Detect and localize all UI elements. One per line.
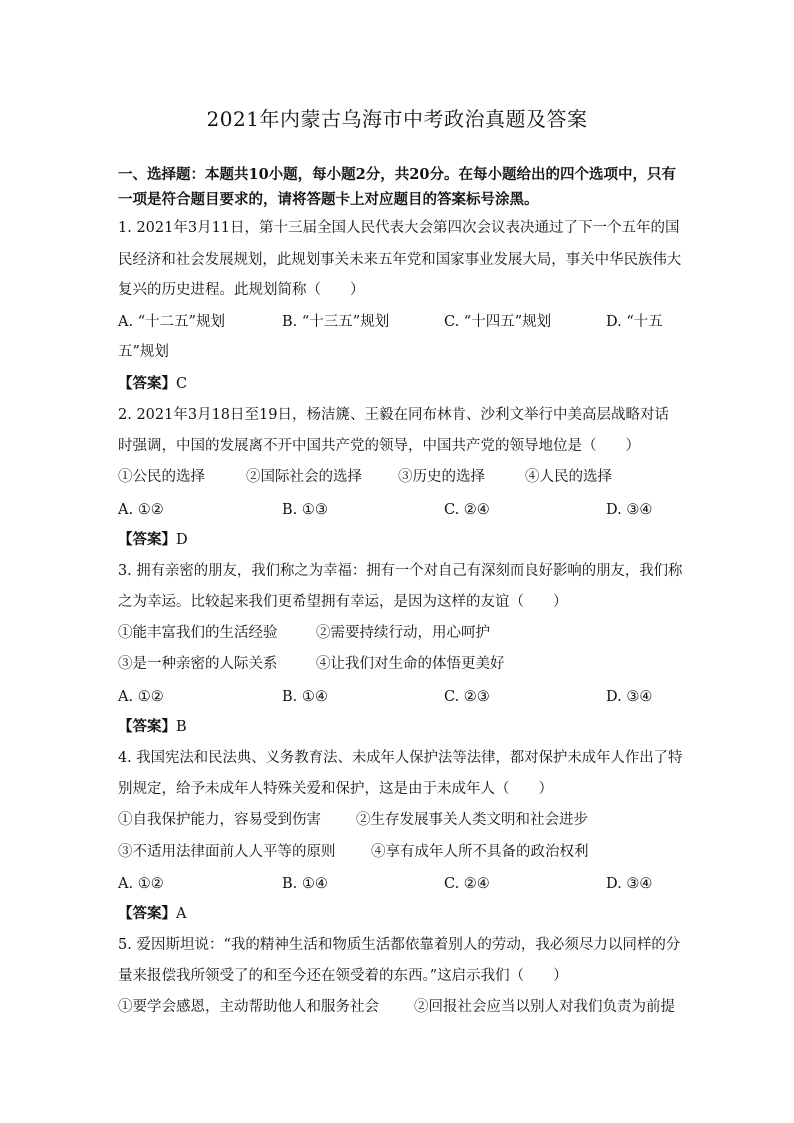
q4-choice-c: C. ②④: [444, 876, 490, 892]
answer-label: 【答案】: [118, 718, 176, 735]
section-header-line-2: 一项是符合题目要求的，请将答题卡上对应题目的答案标号涂黑。: [118, 191, 539, 208]
q3-choice-b: B. ①④: [282, 689, 328, 705]
question-5-line-2: 量来报偿我所领受了的和至今还在领受着的东西。”这启示我们（ ）: [118, 968, 568, 984]
q5-statement-1: ①要学会感恩，主动帮助他人和服务社会: [118, 999, 379, 1015]
q2-choice-c: C. ②④: [444, 502, 490, 518]
q5-statement-2: ②回报社会应当以别人对我们负责为前提: [414, 999, 675, 1015]
q3-choice-a: A. ①②: [118, 689, 164, 705]
page-title: 2021年内蒙古乌海市中考政治真题及答案: [206, 107, 588, 131]
question-1-line-3: 复兴的历史进程。此规划简称（ ）: [118, 282, 365, 298]
q4-choice-b: B. ①④: [282, 876, 328, 892]
q4-statement-2: ②生存发展事关人类文明和社会进步: [356, 812, 588, 828]
q1-choice-c: C. “十四五”规划: [444, 314, 552, 330]
question-1-line-2: 民经济和社会发展规划，此规划事关未来五年党和国家事业发展大局，事关中华民族伟大: [118, 252, 682, 268]
answer-value: D: [176, 532, 188, 548]
q1-choice-a: A. “十二五”规划: [118, 314, 226, 330]
q2-answer: [118, 530, 188, 550]
q3-choice-d: D. ③④: [606, 689, 653, 705]
q2-statement-4: ④人民的选择: [525, 469, 612, 485]
answer-label: 【答案】: [118, 375, 176, 392]
q1-answer: [118, 374, 187, 394]
question-1-line-1: 1. 2021年3月11日，第十三届全国人民代表大会第四次会议表决通过了下一个五年的国: [118, 220, 680, 236]
question-3-line-1: 3. 拥有亲密的朋友，我们称之为幸福：拥有一个对自己有深刻而良好影响的朋友，我们称: [118, 563, 683, 579]
q2-choice-d: D. ③④: [606, 502, 653, 518]
q3-statement-1: ①能丰富我们的生活经验: [118, 625, 278, 641]
q1-choice-d-continued: 五”规划: [118, 344, 169, 360]
q4-choice-a: A. ①②: [118, 876, 164, 892]
q1-choice-d: D. “十五: [606, 314, 663, 330]
q4-statement-1: ①自我保护能力，容易受到伤害: [118, 812, 321, 828]
q2-choice-a: A. ①②: [118, 502, 164, 518]
q2-statement-2: ②国际社会的选择: [246, 469, 362, 485]
answer-value: A: [176, 906, 187, 922]
q3-statement-4: ④让我们对生命的体悟更美好: [316, 656, 505, 672]
q4-statement-3: ③不适用法律面前人人平等的原则: [118, 844, 336, 860]
question-2-line-1: 2. 2021年3月18日至19日，杨洁篪、王毅在同布林肯、沙利文举行中美高层战略对话: [118, 407, 669, 423]
question-5-line-1: 5. 爱因斯坦说：“我的精神生活和物质生活都依靠着别人的劳动，我必须尽力以同样的分: [118, 937, 681, 953]
q3-answer: [118, 717, 187, 737]
q4-choice-d: D. ③④: [606, 876, 653, 892]
answer-label: 【答案】: [118, 905, 176, 922]
section-header-line-1: 一、选择题：本题共10小题，每小题2分，共20分。在每小题给出的四个选项中，只有: [118, 166, 676, 183]
q2-choice-b: B. ①③: [282, 502, 328, 518]
q4-answer: [118, 904, 186, 924]
question-4-line-2: 别规定，给予未成年人特殊关爱和保护，这是由于未成年人（ ）: [118, 781, 553, 797]
q2-statement-3: ③历史的选择: [398, 469, 485, 485]
answer-value: B: [176, 719, 187, 735]
answer-label: 【答案】: [118, 531, 176, 548]
question-4-line-1: 4. 我国宪法和民法典、义务教育法、未成年人保护法等法律，都对保护未成年人作出了特: [118, 750, 683, 766]
q1-choice-b: B. “十三五”规划: [282, 314, 390, 330]
question-3-line-2: 之为幸运。比较起来我们更希望拥有幸运，是因为这样的友谊（ ）: [118, 594, 568, 610]
q3-statement-3: ③是一种亲密的人际关系: [118, 656, 278, 672]
q2-statement-1: ①公民的选择: [118, 469, 205, 485]
question-2-line-2: 时强调，中国的发展离不开中国共产党的领导，中国共产党的领导地位是（ ）: [118, 438, 640, 454]
answer-value: C: [176, 376, 188, 392]
q3-statement-2: ②需要持续行动，用心呵护: [316, 625, 490, 641]
q4-statement-4: ④享有成年人所不具备的政治权利: [371, 844, 589, 860]
q3-choice-c: C. ②③: [444, 689, 490, 705]
